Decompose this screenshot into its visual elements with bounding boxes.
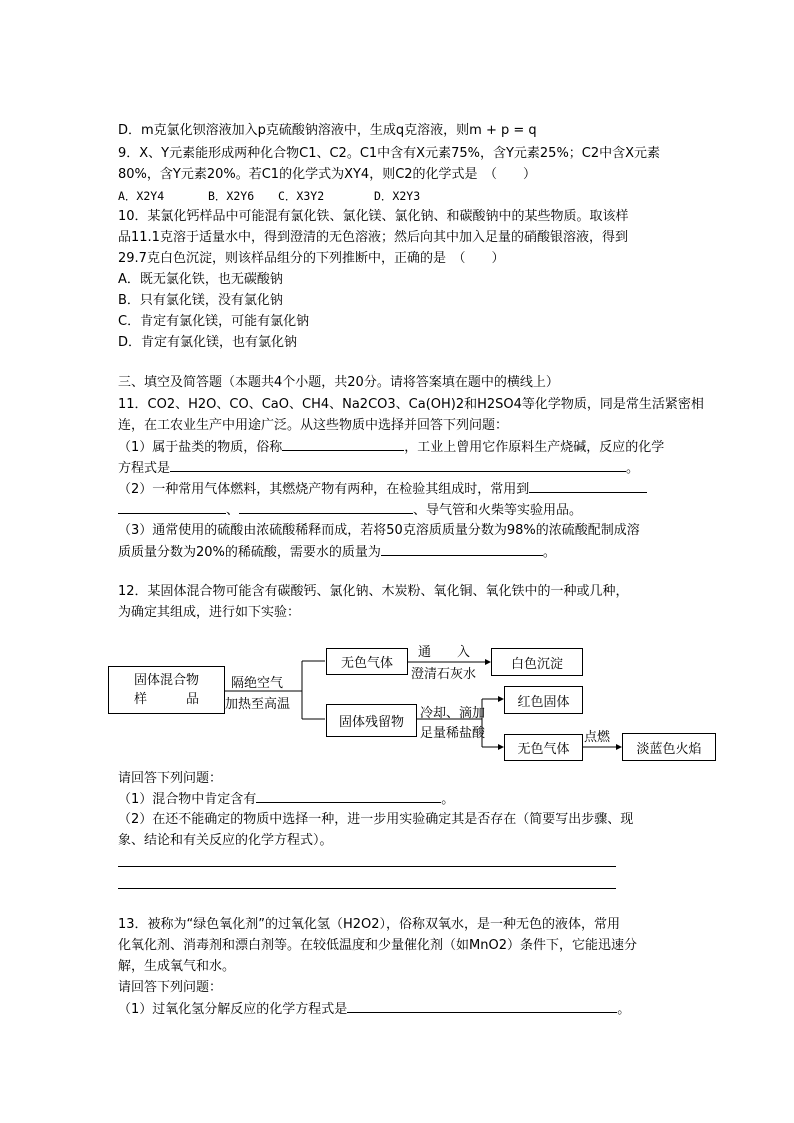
q11-part3-line2: 质质量分数为20%的稀硫酸，需要水的质量为 。 xyxy=(118,545,556,560)
q9-stem-line1: 9．X、Y元素能形成两种化合物C1、C2。C1中含有X元素75%，含Y元素25%；C2中含X元素 xyxy=(118,146,661,161)
q13-answer-blank-equation[interactable] xyxy=(347,1001,617,1013)
flow-box-solid-residue: 固体残留物 xyxy=(326,704,417,737)
q9-option-c: C．X3Y2 xyxy=(278,189,325,203)
q11-part2-line2: 、 、导气管和火柴等实验用品。 xyxy=(118,502,582,518)
section3-heading: 三、填空及简答题（本题共4个小题，共20分。请将答案填在题中的横线上） xyxy=(118,375,559,390)
q12-stem-line2: 为确定其组成，进行如下实验： xyxy=(118,605,301,620)
q13-part1: （1）过氧化氢分解反应的化学方程式是 。 xyxy=(118,1002,631,1017)
q9-option-a: A．X2Y4 xyxy=(118,189,165,203)
q12-answer-line-1[interactable] xyxy=(118,866,616,867)
q10-option-c: C．肯定有氯化镁，可能有氯化钠 xyxy=(118,314,310,329)
q11-part2-line1: （2）一种常用气体燃料，其燃烧产物有两种，在检验其组成时，常用到 xyxy=(118,481,647,497)
q11-part1-line1: （1）属于盐类的物质，俗称 ，工业上曾用它作原料生产烧碱，反应的化学 xyxy=(118,440,665,455)
q10-stem-line1: 10．某氯化钙样品中可能混有氯化铁、氯化镁、氯化钠、和碳酸钠中的某些物质。取该样 xyxy=(118,209,629,224)
q12-ask: 请回答下列问题： xyxy=(118,771,223,786)
flow-condition-heat-bottom: 加热至高温 xyxy=(225,697,291,712)
flow-box-white-precipitate: 白色沉淀 xyxy=(491,648,583,676)
flow-condition-ignite: 点燃 xyxy=(584,730,611,745)
flow-box-sample: 固体混合物 样 品 xyxy=(108,666,225,714)
flow-box-colorless-gas-2: 无色气体 xyxy=(504,734,583,761)
q12-stem-line1: 12．某固体混合物可能含有碳酸钙、氯化钠、木炭粉、氧化铜、氧化铁中的一种或几种， xyxy=(118,584,629,599)
q13-stem-line3: 解，生成氧气和水。 xyxy=(118,959,236,974)
q13-stem-line1: 13．被称为“绿色氧化剂”的过氧化氢（H2O2），俗称双氧水，是一种无色的液体，常用 xyxy=(118,917,621,932)
q12-answer-line-2[interactable] xyxy=(118,888,616,889)
q11-part3-line1: （3）通常使用的硫酸由浓硫酸稀释而成，若将50克溶质质量分数为98%的浓硫酸配制成溶 xyxy=(118,523,640,538)
q13-ask: 请回答下列问题： xyxy=(118,980,223,995)
q12-answer-blank-contains[interactable] xyxy=(256,791,441,803)
q12-part1: （1）混合物中肯定含有 。 xyxy=(118,792,455,807)
q10-stem-line2: 品11.1克溶于适量水中，得到澄清的无色溶液；然后向其中加入足量的硝酸银溶液，得到 xyxy=(118,230,628,245)
q10-option-b: B．只有氯化镁，没有氯化钠 xyxy=(118,293,283,308)
q12-part2-line1: （2）在还不能确定的物质中选择一种，进一步用实验确定其是否存在（简要写出步骤、现 xyxy=(118,812,634,827)
flow-condition-dilute-acid: 足量稀盐酸 xyxy=(420,726,486,741)
flow-box-colorless-gas: 无色气体 xyxy=(326,648,408,675)
q11-part1-line2: 方程式是 。 xyxy=(118,461,640,476)
flow-condition-limewater: 澄清石灰水 xyxy=(411,667,477,682)
flow-box-blue-flame: 淡蓝色火焰 xyxy=(622,733,716,761)
q11-stem-line1: 11．CO2、H2O、CO、CaO、CH4、Na2CO3、Ca(OH)2和H2SO4等化学物质，同是常生活紧密相 xyxy=(118,397,704,412)
q10-option-a: A．既无氯化铁，也无碳酸钠 xyxy=(118,272,283,287)
q8-option-d: D．m克氯化钡溶液加入p克硫酸钠溶液中，生成q克溶液，则m + p = q xyxy=(118,123,537,138)
flow-condition-heat-top: 隔绝空气 xyxy=(231,676,284,691)
q10-option-d: D．肯定有氯化镁，也有氯化钠 xyxy=(118,335,298,350)
q10-stem-line3: 29.7克白色沉淀，则该样品组分的下列推断中，正确的是 （ ） xyxy=(118,251,505,266)
q13-stem-line2: 化氧化剂、消毒剂和漂白剂等。在较低温度和少量催化剂（如MnO2）条件下，它能迅速分 xyxy=(118,938,637,953)
q12-part2-line2: 象、结论和有关反应的化学方程式）。 xyxy=(118,833,333,848)
q11-stem-line2: 连，在工农业生产中用途广泛。从这些物质中选择并回答下列问题： xyxy=(118,418,509,433)
q9-option-b: B．X2Y6 xyxy=(208,189,255,203)
flow-box-red-solid: 红色固体 xyxy=(504,686,583,714)
flow-condition-pass-in: 通 入 xyxy=(418,645,471,660)
flow-condition-cool-add: 冷却、滴加 xyxy=(420,706,486,721)
q9-stem-line2: 80%，含Y元素20%。若C1的化学式为XY4，则C2的化学式是 （ ） xyxy=(118,167,537,182)
q9-option-d: D．X2Y3 xyxy=(374,189,421,203)
